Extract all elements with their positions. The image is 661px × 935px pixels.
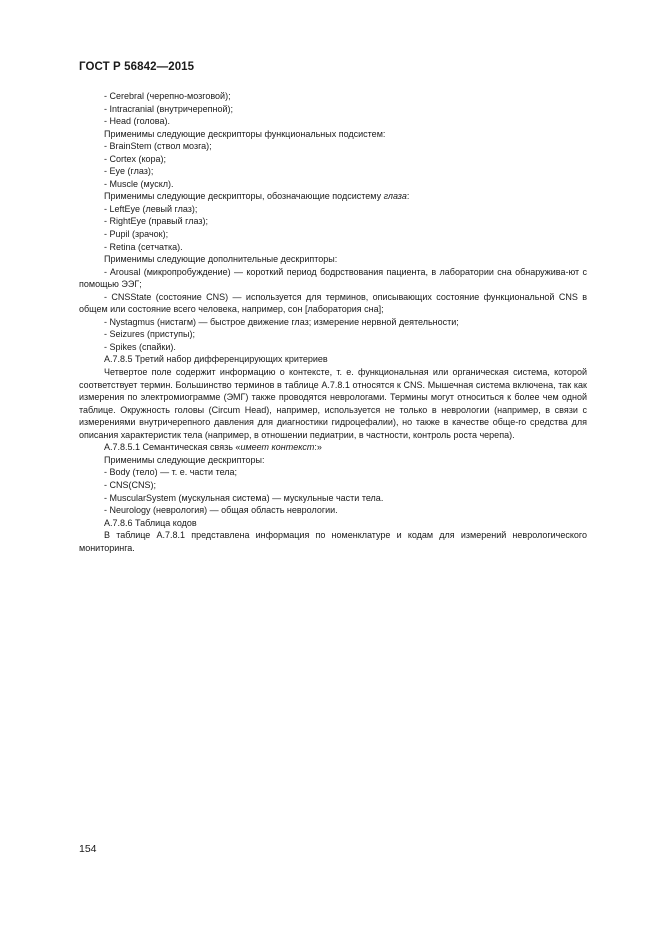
italic-term: глаза bbox=[383, 191, 407, 202]
paragraph-arousal: - Arousal (микропробуждение) — короткий период бодрствования пациента, в лаборатории сна обнаружива-ют с помощью ЭЭГ; bbox=[79, 266, 587, 290]
list-item: - Nystagmus (нистагм) — быстрое движение глаз; измерение нервной деятельности; bbox=[104, 316, 459, 327]
list-item: - Head (голова). bbox=[104, 116, 170, 127]
text-span: :» bbox=[314, 442, 322, 453]
list-item: - Muscle (мускл). bbox=[104, 178, 174, 189]
section-heading bbox=[79, 441, 587, 454]
page-number: 154 bbox=[79, 843, 97, 855]
text-span: Применимы следующие дескрипторы, обозначающие подсистему bbox=[104, 191, 384, 202]
list-item: - Retina (сетчатка). bbox=[104, 241, 183, 252]
paragraph-line: Применимы следующие дескрипторы: bbox=[104, 454, 265, 465]
section-heading: А.7.8.6 Таблица кодов bbox=[104, 517, 197, 528]
list-item: - BrainStem (ствол мозга); bbox=[104, 141, 212, 152]
list-item: - CNS(CNS); bbox=[104, 479, 156, 490]
text-span: : bbox=[406, 191, 410, 202]
section-heading: А.7.8.5 Третий набор дифференцирующих критериев bbox=[104, 354, 328, 365]
list-item: - MuscularSystem (мускульная система) — мускульные части тела. bbox=[104, 492, 384, 503]
document-body bbox=[79, 90, 587, 554]
paragraph-line: Применимы следующие дескрипторы функциональных подсистем: bbox=[104, 128, 386, 139]
list-item: - Eye (глаз); bbox=[104, 166, 154, 177]
italic-term: имеет контекст bbox=[240, 442, 315, 453]
text-span: А.7.8.5.1 Семантическая связь « bbox=[104, 442, 241, 453]
list-item: - Intracranial (внутричерепной); bbox=[104, 103, 234, 114]
list-item: - Pupil (зрачок); bbox=[104, 229, 169, 240]
paragraph-cnsstate: - CNSState (состояние CNS) — используется для терминов, описывающих состояние функциональной CNS в общем или состояние всего человека, например, сон [лаборатория сна]; bbox=[79, 291, 587, 315]
list-item: - Cerebral (черепно-мозговой); bbox=[104, 91, 231, 101]
paragraph-table-info: В таблице А.7.8.1 представлена информация по номенклатуре и кодам для измерений неврологического мониторинга. bbox=[79, 530, 587, 553]
list-item: - RightEye (правый глаз); bbox=[104, 216, 209, 227]
document-header: ГОСТ Р 56842—2015 bbox=[79, 61, 195, 73]
list-item: - Seizures (приступы); bbox=[104, 329, 195, 340]
paragraph-line: Применимы следующие дополнительные дескрипторы: bbox=[104, 254, 338, 265]
paragraph-line bbox=[79, 190, 587, 203]
list-item: - Neurology (неврология) — общая область неврологии. bbox=[104, 505, 338, 516]
paragraph-fourth-field: Четвертое поле содержит информацию о контексте, т. е. функциональная или органическая система, которой соответствует термин. Большинство терминов в таблице А.7.8.1 относятся к CNS. Мышечная система включена, так как измерения по электромиограмме (ЭМГ) также проводятся неврологами. Термины могут относиться к более чем одной таблице. Окружность головы (Circum Head), например, используется не только в неврологии (например, в связи с измерениями внутричерепного давления для диагностики гидроцефалии), но также в качестве обще-го средства для описания характеристик тела (например, в отношении педиатрии, в частности, контроль роста черепа). bbox=[79, 367, 587, 440]
list-item: - LeftEye (левый глаз); bbox=[104, 203, 198, 214]
list-item: - Cortex (кора); bbox=[104, 153, 167, 164]
list-item: - Spikes (спайки). bbox=[104, 341, 176, 352]
list-item: - Body (тело) — т. е. части тела; bbox=[104, 467, 238, 478]
